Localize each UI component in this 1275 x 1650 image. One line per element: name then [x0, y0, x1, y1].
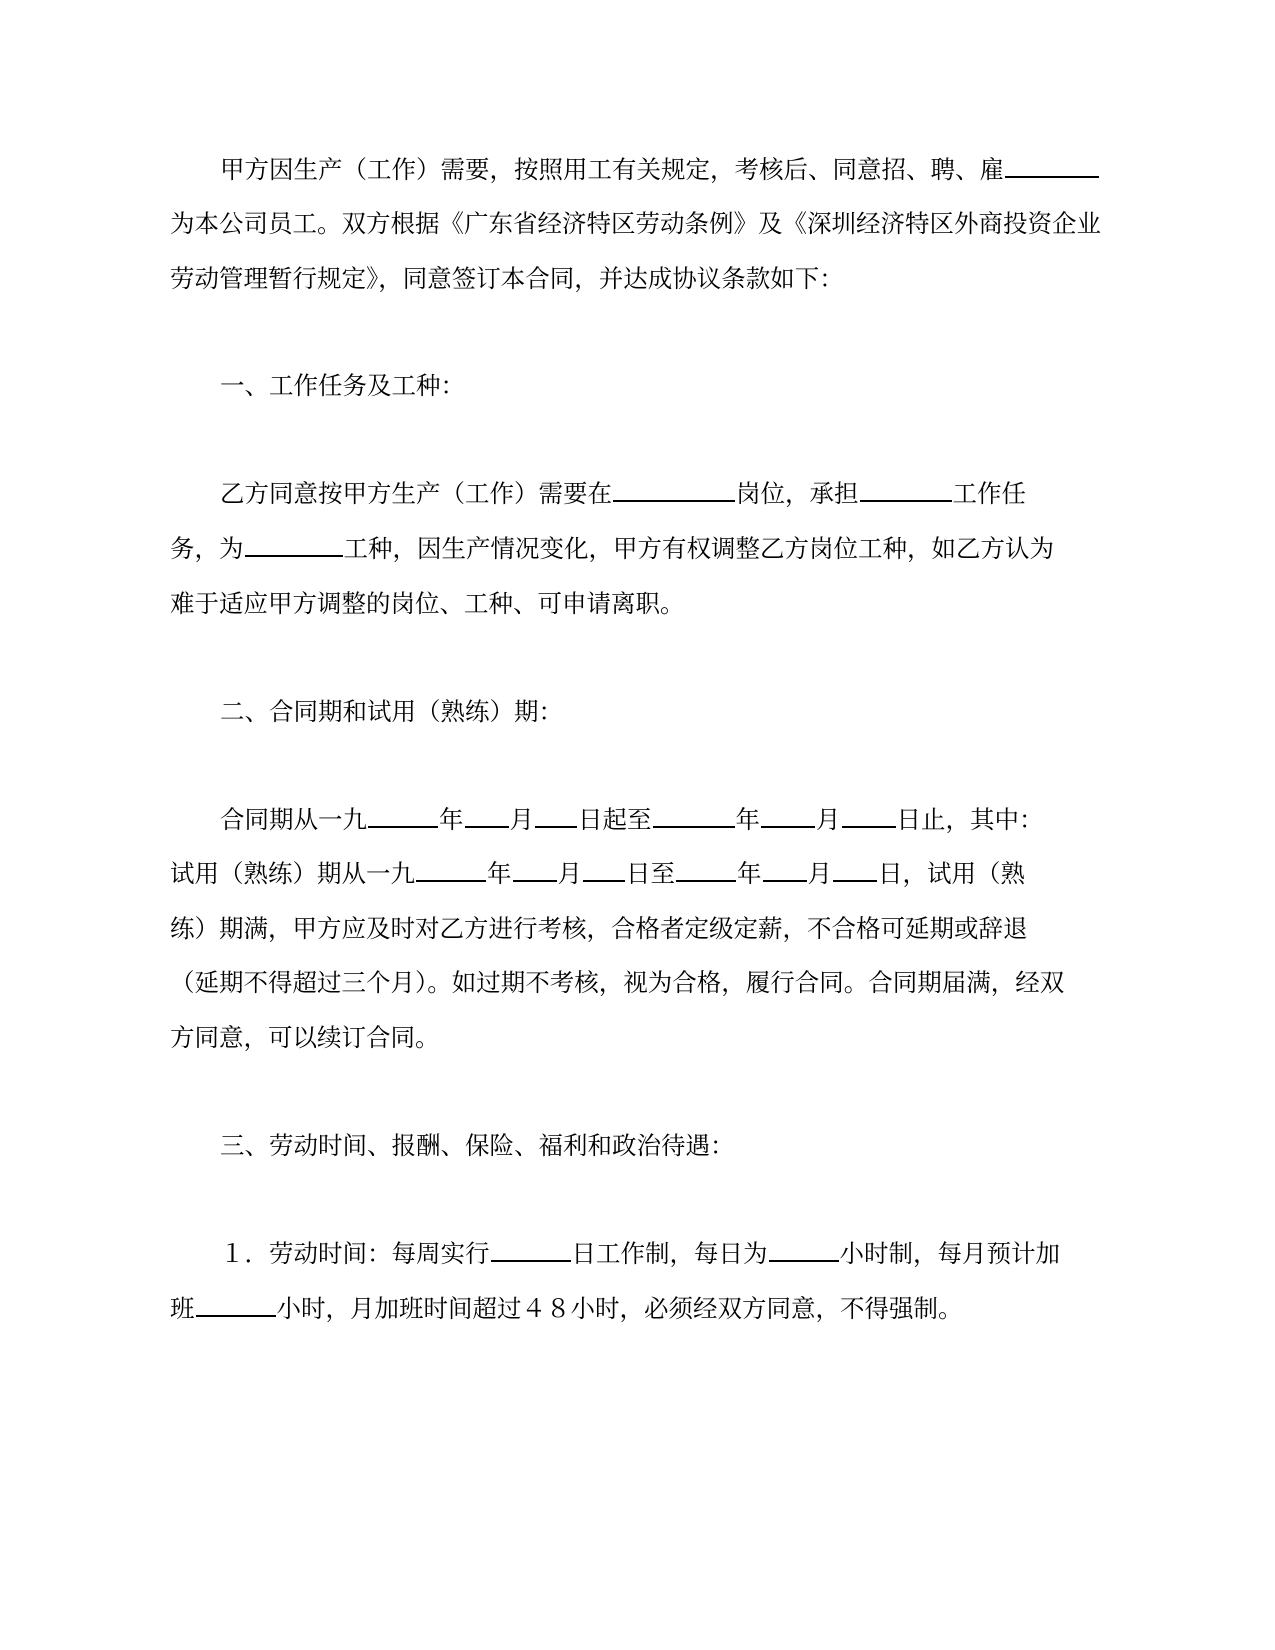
intro-text-1: 甲方因生产（工作）需要，按照用工有关规定，考核后、同意招、聘、雇: [220, 155, 1004, 184]
overtime-hours-blank[interactable]: [196, 1291, 276, 1317]
job-type-blank[interactable]: [245, 531, 343, 557]
post-blank[interactable]: [613, 476, 735, 502]
section-3-heading: 三、劳动时间、报酬、保险、福利和政治待遇：: [220, 1131, 735, 1160]
trial-start-day-blank[interactable]: [583, 856, 625, 882]
trial-start-month-blank[interactable]: [513, 856, 557, 882]
task-blank[interactable]: [860, 476, 952, 502]
workdays-per-week-blank[interactable]: [491, 1236, 571, 1262]
trial-start-year-blank[interactable]: [416, 856, 486, 882]
trial-end-day-blank[interactable]: [833, 856, 877, 882]
s1-line-3: 难于适应甲方调整的岗位、工种、可申请离职。: [170, 589, 685, 618]
contract-end-day-blank[interactable]: [842, 802, 896, 828]
s2-line-3: 练）期满，甲方应及时对乙方进行考核，合格者定级定薪，不合格可延期或辞退: [170, 914, 1028, 943]
hours-per-day-blank[interactable]: [769, 1236, 839, 1262]
s2-line-2: 试用（熟练）期从一九 年 月 日至 年 月 日，试用（熟: [170, 854, 1025, 894]
hire-name-blank[interactable]: [1005, 152, 1099, 178]
section-2-heading: 二、合同期和试用（熟练）期：: [220, 697, 563, 726]
contract-start-year-blank[interactable]: [368, 802, 438, 828]
contract-end-year-blank[interactable]: [653, 802, 735, 828]
intro-line-1: [220, 150, 1100, 190]
s2-line-4: （延期不得超过三个月）。如过期不考核，视为合格，履行合同。合同期届满，经双: [170, 968, 1065, 997]
s3-item-1-line-1: １．劳动时间：每周实行 日工作制，每日为 小时制，每月预计加: [220, 1234, 1060, 1274]
trial-end-month-blank[interactable]: [763, 856, 807, 882]
s1-line-2: 务，为 工种，因生产情况变化，甲方有权调整乙方岗位工种，如乙方认为: [170, 529, 1054, 569]
intro-line-3: 劳动管理暂行规定》，同意签订本合同，并达成协议条款如下：: [170, 264, 844, 293]
trial-end-year-blank[interactable]: [676, 856, 736, 882]
s2-line-1: 合同期从一九 年 月 日起至 年 月 日止，其中：: [220, 800, 1044, 840]
s1-line-1: 乙方同意按甲方生产（工作）需要在 岗位，承担 工作任: [220, 474, 1026, 514]
contract-end-month-blank[interactable]: [761, 802, 815, 828]
section-1-heading: 一、工作任务及工种：: [220, 371, 465, 400]
intro-line-2: 为本公司员工。双方根据《广东省经济特区劳动条例》及《深圳经济特区外商投资企业: [170, 209, 1101, 238]
s3-item-1-line-2: 班 小时，月加班时间超过４８小时，必须经双方同意，不得强制。: [170, 1289, 963, 1329]
s2-line-5: 方同意，可以续订合同。: [170, 1023, 440, 1052]
contract-start-month-blank[interactable]: [465, 802, 509, 828]
contract-start-day-blank[interactable]: [535, 802, 577, 828]
